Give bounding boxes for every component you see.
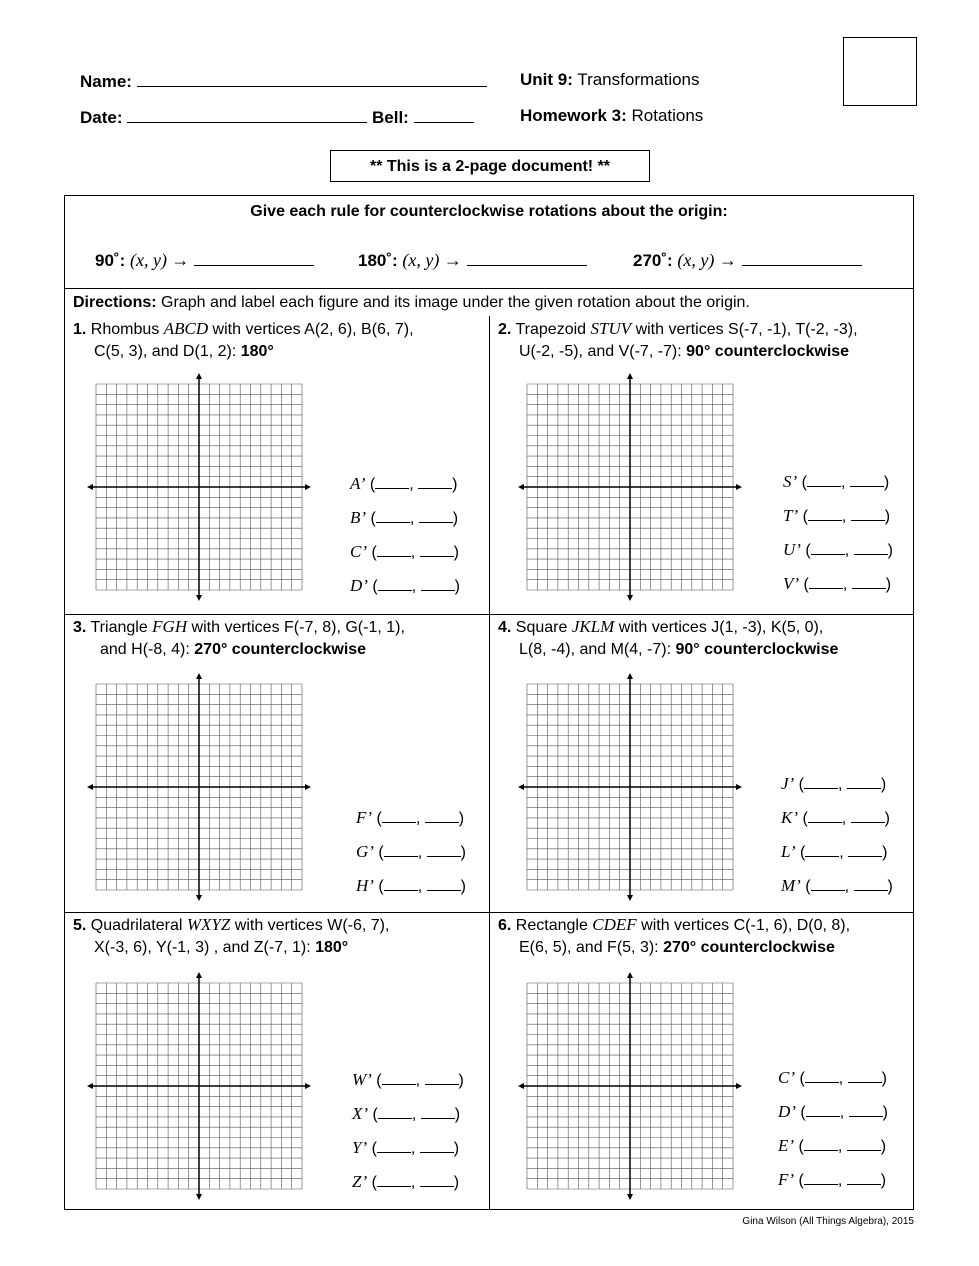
answer-blank[interactable]: Z’ ( , ) (352, 1172, 460, 1191)
problem-1: 1. Rhombus ABCD with vertices A(2, 6), B(6, 7), C(5, 3), and D(1, 2): 180° (73, 319, 414, 360)
rule-180[interactable]: 180˚: (x, y) → (358, 250, 587, 271)
answer-blank[interactable]: M’ ( , ) (781, 876, 893, 895)
problem-6: 6. Rectangle CDEF with vertices C(-1, 6), D(0, 8), E(6, 5), and F(5, 3): 270° counterclockwise (498, 915, 851, 956)
answer-blank[interactable]: X’ ( , ) (352, 1104, 461, 1123)
coordinate-grid-5[interactable] (88, 975, 310, 1197)
coordinate-grid-3[interactable] (88, 676, 310, 898)
answer-blank[interactable]: F’ ( , ) (778, 1170, 887, 1189)
answer-blank[interactable]: D’ ( , ) (778, 1102, 888, 1121)
coordinate-grid-2[interactable] (519, 376, 741, 598)
bell-blank[interactable] (414, 106, 474, 123)
answer-blank[interactable]: D’ ( , ) (350, 576, 460, 595)
arrow-left-icon (87, 1083, 93, 1089)
coordinate-grid-4[interactable] (519, 676, 741, 898)
arrow-left-icon (518, 784, 524, 790)
rule-90[interactable]: 90˚: (x, y) → (95, 250, 314, 271)
page-notice-banner: ** This is a 2-page document! ** (330, 150, 650, 182)
homework-title: Homework 3: Rotations (520, 106, 704, 125)
answer-blank[interactable]: F’ ( , ) (356, 808, 465, 827)
answer-blank[interactable]: C’ ( , ) (350, 542, 459, 561)
problem-2: 2. Trapezoid STUV with vertices S(-7, -1), T(-2, -3), U(-2, -5), and V(-7, -7): 90° counterclockwise (498, 319, 858, 360)
answer-blank[interactable]: A’ ( , ) (350, 474, 458, 493)
name-blank[interactable] (137, 70, 487, 87)
arrow-left-icon (518, 1083, 524, 1089)
answer-blank[interactable]: T’ ( , ) (783, 506, 891, 525)
answer-blank[interactable]: C’ ( , ) (778, 1068, 887, 1087)
coordinate-grid-1[interactable] (88, 376, 310, 598)
directions: Directions: Graph and label each figure and its image under the given rotation about the origin. (73, 294, 750, 311)
arrow-left-icon (518, 484, 524, 490)
date-label: Date: (80, 108, 123, 127)
footer-credit: Gina Wilson (All Things Algebra), 2015 (742, 1216, 914, 1227)
unit-title: Unit 9: Transformations (520, 70, 700, 89)
answer-blank[interactable]: W’ ( , ) (352, 1070, 464, 1089)
divider (489, 316, 490, 1210)
rule-270[interactable]: 270˚: (x, y) → (633, 250, 862, 271)
answer-blank[interactable]: L’ ( , ) (781, 842, 888, 861)
rule-blank[interactable] (742, 251, 862, 266)
date-line[interactable] (80, 106, 474, 128)
answer-blank[interactable]: K’ ( , ) (781, 808, 890, 827)
date-blank[interactable] (127, 106, 367, 123)
answer-blank[interactable]: S’ ( , ) (783, 472, 890, 491)
arrow-left-icon (87, 784, 93, 790)
answer-blank[interactable]: V’ ( , ) (783, 574, 892, 593)
arrow-left-icon (87, 484, 93, 490)
problem-3: 3. Triangle FGH with vertices F(-7, 8), G(-1, 1), and H(-8, 4): 270° counterclockwise (73, 617, 405, 658)
answer-blank[interactable]: H’ ( , ) (356, 876, 466, 895)
answer-blank[interactable]: G’ ( , ) (356, 842, 466, 861)
answer-blank[interactable]: E’ ( , ) (778, 1136, 887, 1155)
divider (64, 288, 914, 289)
answer-blank[interactable]: J’ ( , ) (781, 774, 887, 793)
problem-5: 5. Quadrilateral WXYZ with vertices W(-6, 7), X(-3, 6), Y(-1, 3) , and Z(-7, 1): 180° (73, 915, 390, 956)
answer-blank[interactable]: U’ ( , ) (783, 540, 893, 559)
rule-blank[interactable] (467, 251, 587, 266)
bell-label: Bell: (371, 108, 409, 127)
answer-blank[interactable]: Y’ ( , ) (352, 1138, 460, 1157)
rules-title: Give each rule for counterclockwise rotations about the origin: (250, 203, 728, 220)
rule-blank[interactable] (194, 251, 314, 266)
name-label: Name: (80, 72, 132, 91)
problem-4: 4. Square JKLM with vertices J(1, -3), K(5, 0), L(8, -4), and M(4, -7): 90° counterclockwise (498, 617, 839, 658)
name-line[interactable] (80, 70, 487, 92)
coordinate-grid-6[interactable] (519, 975, 741, 1197)
score-box[interactable] (843, 37, 917, 106)
answer-blank[interactable]: B’ ( , ) (350, 508, 459, 527)
